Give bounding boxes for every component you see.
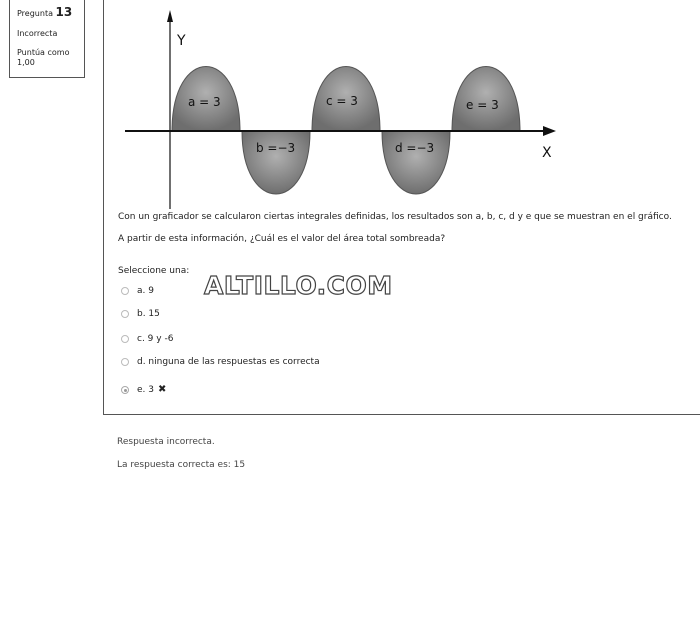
question-label: Pregunta [17, 9, 53, 18]
option-e-label: e. 3 [137, 384, 154, 395]
region-label-d: d =−3 [395, 141, 435, 155]
x-axis-label: X [542, 145, 552, 161]
question-text: Con un graficador se calcularon ciertas integrales definidas, los resultados son a, b, c, d y e que se muestran en el gráfico. [118, 212, 672, 222]
option-a-label: a. 9 [137, 286, 154, 296]
score-label: Puntúa como [17, 48, 70, 57]
y-axis-arrow [167, 10, 173, 22]
option-b[interactable] [121, 309, 160, 319]
question-status: Incorrecta [17, 29, 58, 38]
y-axis-label: Y [177, 33, 186, 49]
feedback-result: Respuesta incorrecta. [117, 437, 215, 447]
question-number-value: 13 [55, 5, 73, 19]
option-c[interactable] [121, 334, 173, 344]
incorrect-x-icon: ✖ [158, 384, 167, 395]
radio-a[interactable] [121, 287, 129, 295]
option-c-label: c. 9 y -6 [137, 334, 174, 344]
option-d[interactable] [121, 357, 320, 367]
score-value: 1,00 [17, 58, 35, 67]
x-axis-arrow [543, 126, 556, 136]
option-d-label: d. ninguna de las respuestas es correcta [137, 357, 320, 367]
select-prompt: Seleccione una: [118, 266, 190, 276]
region-label-c: c = 3 [326, 94, 358, 108]
radio-c[interactable] [121, 335, 129, 343]
question-score [17, 48, 84, 68]
option-a[interactable] [121, 286, 154, 296]
question-text-2: A partir de esta información, ¿Cuál es el valor del área total sombreada? [118, 234, 446, 244]
region-label-a: a = 3 [188, 95, 221, 109]
option-b-label: b. 15 [137, 309, 160, 319]
watermark-text: ALTILLO.COM [204, 271, 393, 300]
question-number [17, 5, 84, 20]
region-label-e: e = 3 [466, 98, 499, 112]
radio-b[interactable] [121, 310, 129, 318]
question-info-box [9, 0, 85, 78]
option-e[interactable] [121, 384, 166, 395]
region-label-b: b =−3 [256, 141, 296, 155]
integral-graph [115, 5, 565, 210]
radio-e[interactable] [121, 386, 129, 394]
radio-d[interactable] [121, 358, 129, 366]
feedback-correct-answer: La respuesta correcta es: 15 [117, 460, 246, 470]
